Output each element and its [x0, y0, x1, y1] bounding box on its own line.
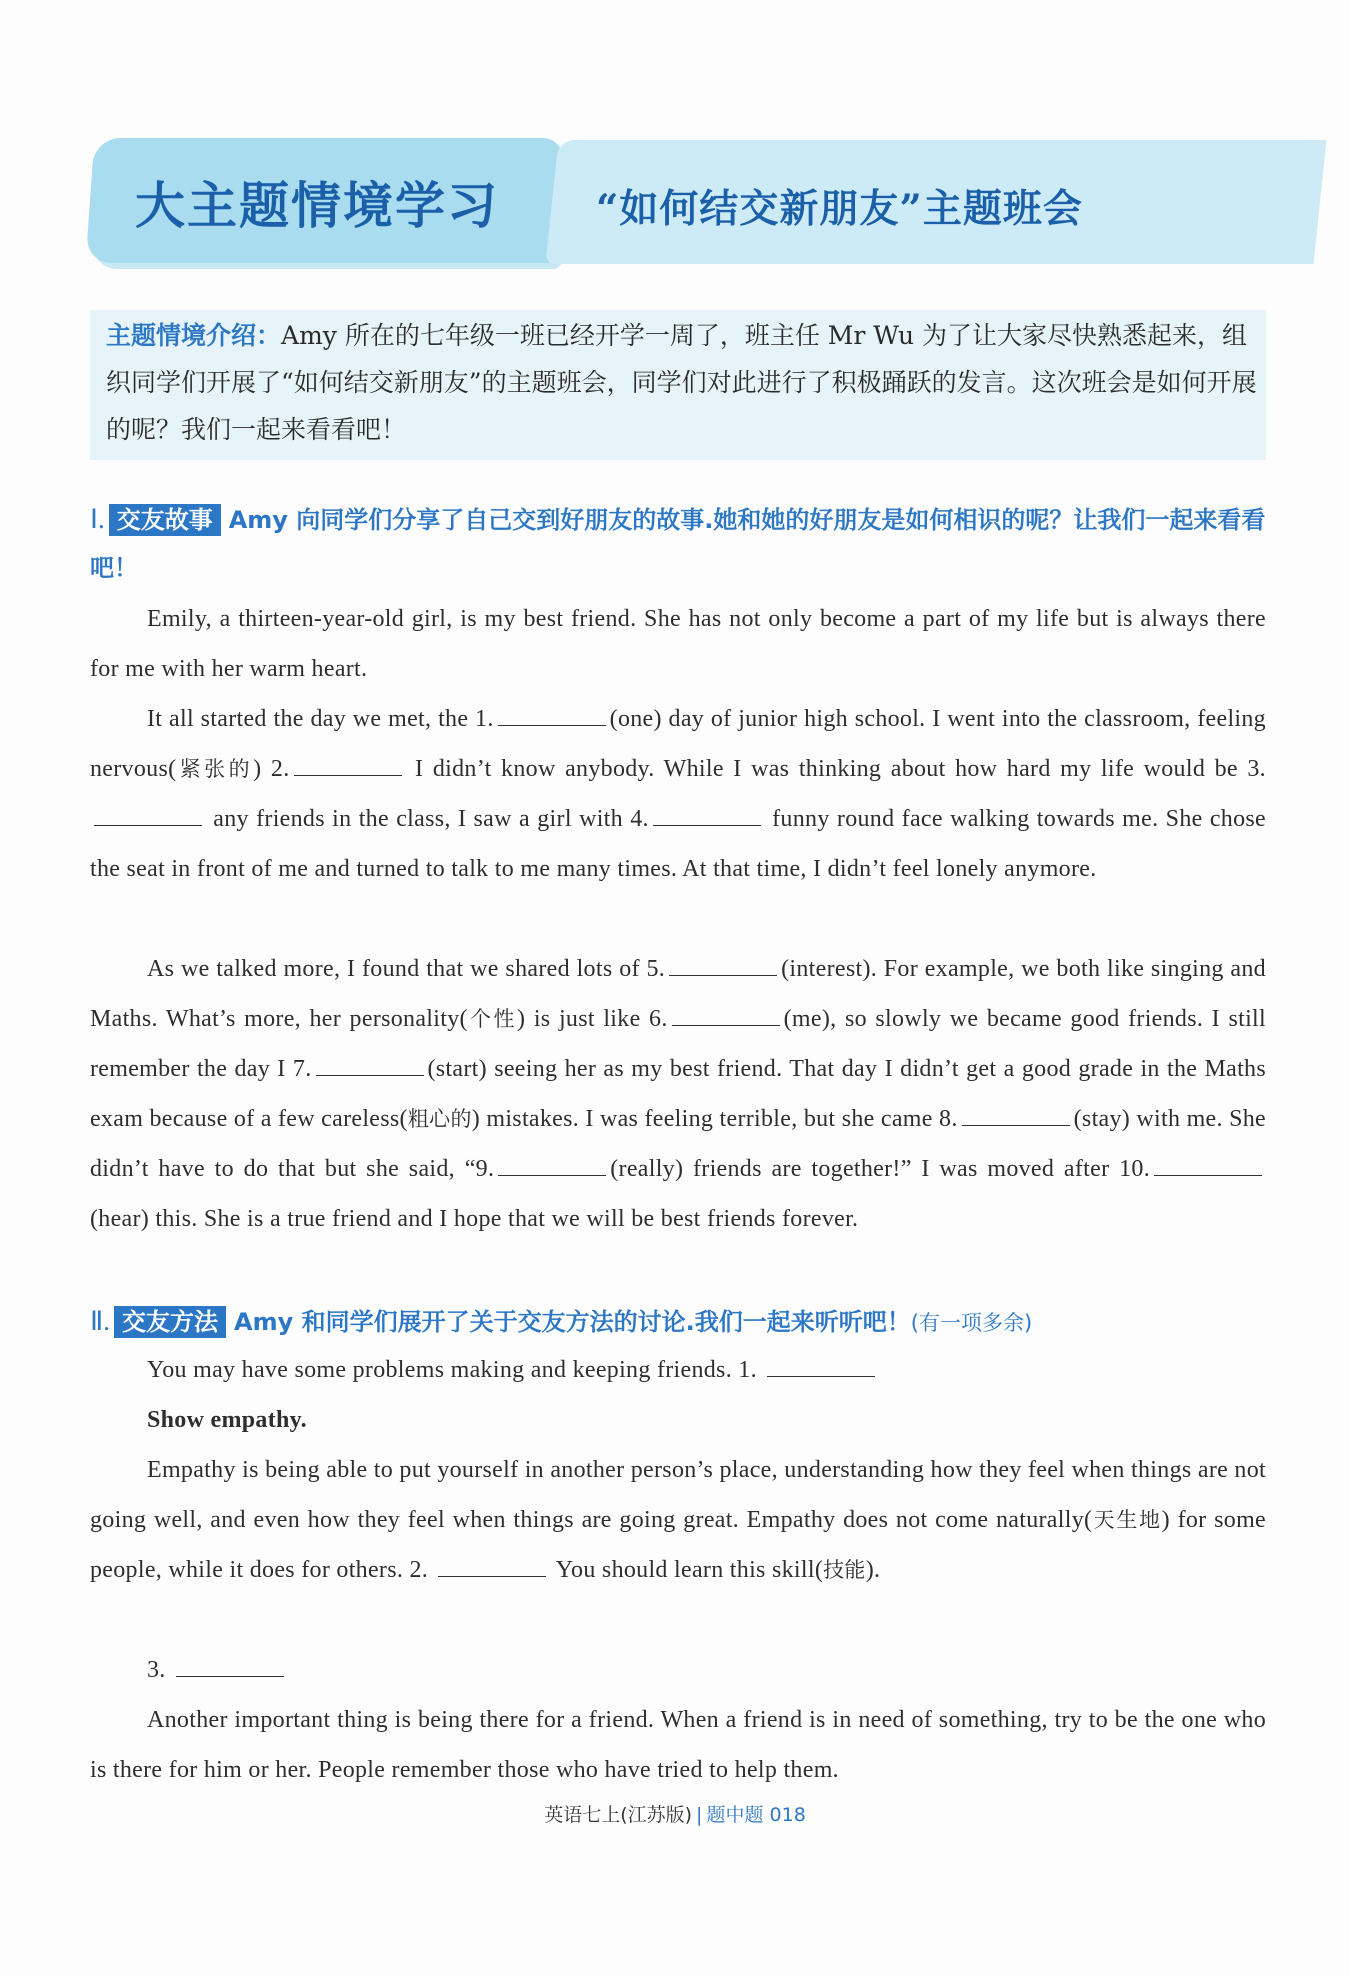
- text: funny round face walking towards me. She chose the seat in front of me and turned to talk to me many times. At that time, I didn’t feel lonely anymore.: [90, 806, 1267, 882]
- section-2-heading-text: Amy 和同学们展开了关于交友方法的讨论.我们一起来听听吧！: [234, 1308, 911, 1336]
- footer-book: 英语七上(江苏版): [544, 1804, 693, 1826]
- story-paragraph-3: [90, 944, 1266, 1244]
- blank-2[interactable]: [294, 753, 402, 776]
- methods-blank-1[interactable]: [767, 1354, 875, 1377]
- text: (me), so slowly we became good friends. I still remember the day I 7.: [90, 1006, 1266, 1082]
- banner-left-title: 大主题情境学习: [135, 177, 499, 235]
- blank-9[interactable]: [498, 1153, 606, 1176]
- section-2-note: (有一项多余): [910, 1311, 1033, 1335]
- footer-series: 题中题: [706, 1804, 764, 1826]
- blank-4[interactable]: [653, 803, 761, 826]
- text: (really) friends are together!” I was moved after 10.: [610, 1156, 1150, 1182]
- blank-10[interactable]: [1154, 1153, 1262, 1176]
- section-1-heading-text: Amy 向同学们分享了自己交到好朋友的故事.她和她的好朋友是如何相识的呢？让我们一起来看看吧！: [90, 506, 1266, 582]
- blank-3[interactable]: [94, 803, 202, 826]
- text: (stay) with me. She didn’t have to do that but she said, “9.: [90, 1106, 1266, 1182]
- methods-paragraph-4: Another important thing is being there for a friend. When a friend is in need of something, try to be the one who is there for him or her. People remember those who have tried to help them.: [90, 1707, 1266, 1783]
- text: I didn’t know anybody. While I was thinking about how hard my life would be 3.: [415, 756, 1266, 782]
- text: ) for some people, while it does for others. 2.: [90, 1507, 1266, 1583]
- section-1-heading: [90, 495, 1270, 592]
- text: As we talked more, I found that we shared lots of 5.: [147, 956, 666, 982]
- text: ).: [865, 1557, 881, 1583]
- methods-blank-3[interactable]: [176, 1654, 284, 1677]
- cn-gloss: 天生地: [1092, 1508, 1162, 1532]
- text: (hear) this. She is a true friend and I hope that we will be best friends forever.: [90, 1206, 859, 1232]
- story-paragraph-1: Emily, a thirteen-year-old girl, is my best friend. She has not only become a part of my life but is always there for me with her warm heart.: [90, 606, 1266, 682]
- blank-7[interactable]: [316, 1053, 424, 1076]
- text: ) is just like 6.: [517, 1006, 668, 1032]
- blank-5[interactable]: [669, 953, 777, 976]
- text: Empathy is being able to put yourself in another person’s place, understanding how they feel when things are not going well, and even how they feel when things are going great. Empathy does not come naturally(: [90, 1457, 1266, 1533]
- blank-1[interactable]: [498, 703, 606, 726]
- footer-page-number: 018: [769, 1804, 806, 1826]
- text: You should learn this skill(: [555, 1557, 824, 1583]
- intro-paragraph: [106, 312, 1264, 453]
- blank-8[interactable]: [962, 1103, 1070, 1126]
- methods-item-3: [90, 1645, 1266, 1695]
- text: It all started the day we met, the 1.: [147, 706, 494, 732]
- text: (interest). For example, we both like singing and Maths. What’s more, her personality(: [90, 956, 1266, 1032]
- text: ) mistakes. I was feeling terrible, but she came 8.: [471, 1106, 958, 1132]
- section-2-number: Ⅱ.: [90, 1306, 111, 1336]
- methods-blank-2[interactable]: [438, 1554, 546, 1577]
- section-1-number: Ⅰ.: [90, 504, 105, 534]
- intro-text: Amy 所在的七年级一班已经开学一周了，班主任 Mr Wu 为了让大家尽快熟悉起来，组织同学们开展了“如何结交新朋友”的主题班会，同学们对此进行了积极踊跃的发言。这次班会是如何开展的呢？我们一起来看看吧！: [106, 321, 1257, 444]
- methods-subheading: Show empathy.: [147, 1407, 307, 1433]
- section-1-tag: 交友故事: [109, 504, 221, 536]
- cn-gloss: 个性: [467, 1007, 518, 1031]
- text: (one) day of junior high school. I went into the classroom, feeling nervous(: [90, 706, 1266, 782]
- cn-gloss: 粗心的: [407, 1107, 472, 1131]
- footer-separator: |: [696, 1804, 703, 1826]
- blank-6[interactable]: [672, 1003, 780, 1026]
- intro-label: 主题情境介绍：: [106, 321, 282, 350]
- methods-paragraph-2: [90, 1445, 1266, 1595]
- text: any friends in the class, I saw a girl with 4.: [213, 806, 649, 832]
- section-2-tag: 交友方法: [114, 1306, 226, 1338]
- story-paragraph-2: [90, 694, 1266, 894]
- text: (start) seeing her as my best friend. That day I didn’t get a good grade in the Maths exam because of a few careless(: [90, 1056, 1267, 1132]
- text: You may have some problems making and keeping friends. 1.: [147, 1357, 757, 1383]
- banner-right-title: “如何结交新朋友”主题班会: [596, 186, 1083, 232]
- page-footer: [0, 1800, 1350, 1827]
- section-2-heading: [90, 1297, 1270, 1347]
- text: ) 2.: [253, 756, 290, 782]
- methods-paragraph-1: [90, 1345, 1266, 1395]
- text: 3.: [147, 1657, 166, 1683]
- cn-gloss: 技能: [823, 1558, 866, 1582]
- cn-gloss: 紧张的: [176, 757, 254, 781]
